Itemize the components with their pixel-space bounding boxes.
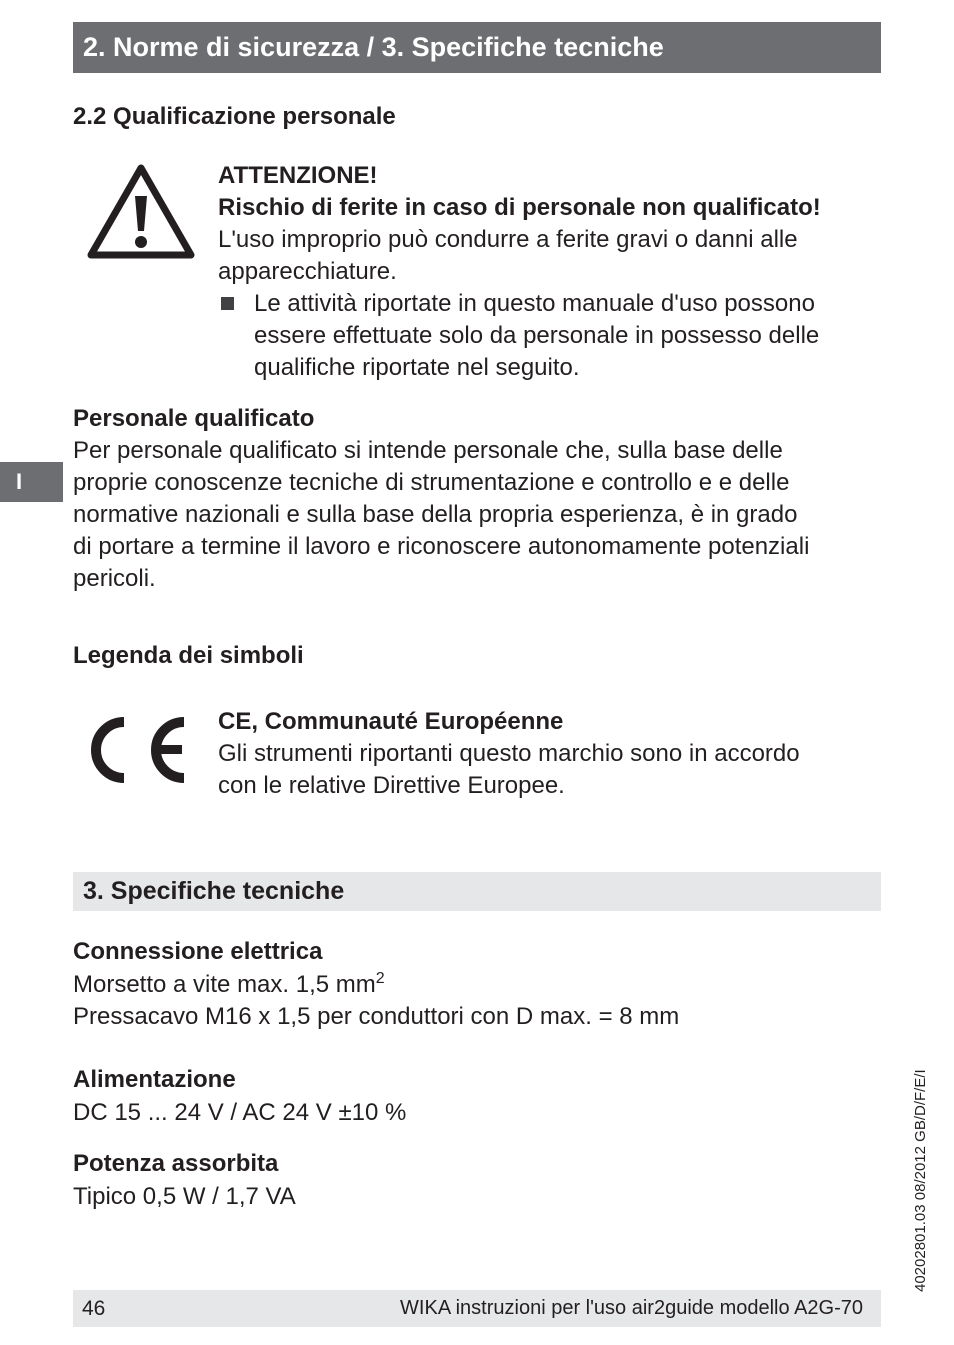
ce-title: CE, Communauté Européenne <box>218 708 564 735</box>
document-code: 40202801.03 08/2012 GB/D/F/E/I <box>912 1069 929 1292</box>
page-header-bar <box>73 22 881 73</box>
language-tab <box>0 462 63 502</box>
language-tab-label: I <box>16 469 23 494</box>
electrical-heading: Connessione elettrica <box>73 938 323 965</box>
electrical-line-terminal <box>73 969 385 1001</box>
footer-title: WIKA instruzioni per l'uso air2guide modello A2G-70 <box>400 1297 863 1319</box>
page-header-title: 2. Norme di sicurezza / 3. Specifiche tecniche <box>83 32 664 62</box>
ce-text-line: Gli strumenti riportanti questo marchio sono in accordo <box>218 740 800 767</box>
power-heading: Potenza assorbita <box>73 1150 279 1177</box>
page-number: 46 <box>82 1297 106 1320</box>
ce-mark-icon <box>84 713 190 787</box>
ce-text-line: con le relative Direttive Europee. <box>218 772 565 799</box>
warning-bullet-line: Le attività riportate in questo manuale d'uso possono <box>254 290 815 317</box>
bullet-square-icon <box>221 297 234 310</box>
superscript-2: 2 <box>375 970 385 987</box>
page-footer <box>73 1290 881 1327</box>
warning-subtitle: Rischio di ferite in caso di personale non qualificato! <box>218 194 821 221</box>
electrical-line-gland: Pressacavo M16 x 1,5 per conduttori con D max. = 8 mm <box>73 1003 680 1030</box>
warning-bullet-line: essere effettuate solo da personale in possesso delle <box>254 322 820 349</box>
specs-section-title: 3. Specifiche tecniche <box>83 877 345 905</box>
qualified-heading: Personale qualificato <box>73 405 315 432</box>
legend-heading: Legenda dei simboli <box>73 642 304 669</box>
power-value: Tipico 0,5 W / 1,7 VA <box>73 1183 296 1210</box>
qualified-text-line: pericoli. <box>73 565 156 592</box>
warning-text-line: L'uso improprio può condurre a ferite gravi o danni alle <box>218 226 798 253</box>
supply-heading: Alimentazione <box>73 1066 236 1093</box>
electrical-terminal-text: Morsetto a vite max. 1,5 mm <box>73 971 376 998</box>
warning-triangle-icon <box>86 163 196 261</box>
warning-bullet-line: qualifiche riportate nel seguito. <box>254 354 580 381</box>
qualified-text-line: di portare a termine il lavoro e riconoscere autonomamente potenziali <box>73 533 810 560</box>
section-heading-qualification: 2.2 Qualificazione personale <box>73 103 396 130</box>
qualified-text-line: normative nazionali e sulla base della propria esperienza, è in grado <box>73 501 798 528</box>
warning-title: ATTENZIONE! <box>218 162 378 189</box>
warning-text-line: apparecchiature. <box>218 258 397 285</box>
specs-section-bar <box>73 872 881 911</box>
supply-value: DC 15 ... 24 V / AC 24 V ±10 % <box>73 1099 407 1126</box>
qualified-text-line: proprie conoscenze tecniche di strumentazione e controllo e e delle <box>73 469 790 496</box>
qualified-text-line: Per personale qualificato si intende personale che, sulla base delle <box>73 437 783 464</box>
